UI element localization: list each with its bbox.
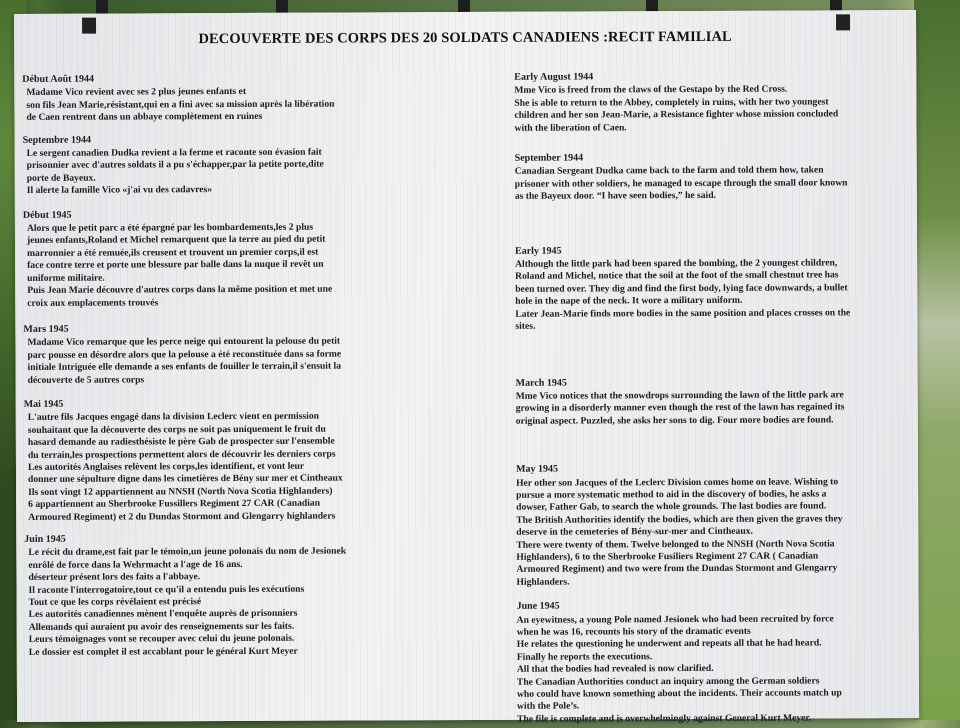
english-section	[514, 70, 894, 135]
french-text-line: son fils Jean Marie,résistant,qui en a fini avec sa mission après la libération	[26, 98, 335, 111]
french-text-line: jeunes enfants,Roland et Michel remarquent que la terre au pied du petit	[26, 234, 326, 247]
french-section-heading: Septembre 1944	[22, 134, 91, 146]
french-text-line: du terrain,les prospections permettent alors de découvrir les derniers corps	[27, 448, 336, 461]
french-section	[22, 72, 394, 124]
english-text-line: Finally he reports the executions.	[516, 651, 653, 663]
english-text-line: Armoured Regiment) and two were from the Dundas Stormont and Glengarry	[516, 562, 838, 576]
french-text-line: découverte de 5 autres corps	[27, 373, 145, 386]
english-text-line: deserve in the cemeteries of Bény-sur-mer and Cintheaux.	[516, 525, 753, 538]
french-text-line: Les autorités Anglaises relèvent les corps,les identifient, et vont leur	[27, 460, 305, 473]
english-text-line: He relates the questioning he underwent and repeats all that he had heard.	[516, 637, 822, 651]
french-section-heading: Mai 1945	[23, 398, 64, 410]
french-text-line: donner une sépulture digne dans les cimetières de Bény sur mer et Cintheaux	[28, 472, 343, 486]
english-text-line: There were twenty of them. Twelve belonged to the NNSH (North Nova Scotia	[516, 537, 835, 551]
french-section-heading: Début 1945	[22, 209, 72, 221]
english-text-line: prisoner with other soldiers, he managed to escape through the small door known	[514, 177, 848, 190]
french-text-line: marronnier a été remuée,ils creusent et trouvent un premier corps,il est	[27, 246, 319, 259]
english-text-line: when he was 16, recounts his story of the dramatic events	[516, 625, 751, 638]
english-section	[517, 599, 898, 726]
french-text-line: croix aux emplacements trouvés	[27, 296, 159, 309]
french-text-line: initiale Intriguée elle demande a ses enfants de fouiller le terrain,il s'ensuit la	[27, 360, 342, 374]
english-text-line: Highlanders.	[516, 576, 570, 588]
french-text-line: Tout ce que les corps révélaient est précisé	[28, 596, 202, 608]
french-section	[24, 397, 397, 524]
english-text-line: been turned over. They dig and find the first body, lying face downwards, a bullet	[515, 282, 848, 295]
french-text-line: uniforme militaire.	[27, 272, 105, 284]
french-text-line: prisonnier avec d'autres soldats il a pu s'échapper,par la petite porte,dite	[26, 159, 324, 172]
french-section-heading: Juin 1945	[24, 533, 66, 545]
english-text-line: Her other son Jacques of the Leclerc Division comes home on leave. Wishing to	[516, 475, 839, 489]
english-text-line: dowser, Father Gab, to search the whole grounds. The last bodies are found.	[516, 500, 827, 514]
sign-title: DECOUVERTE DES CORPS DES 20 SOLDATS CANADIENS :RECIT FAMILIAL	[198, 28, 732, 48]
english-text-line: The Canadian Authorities conduct an inquiry among the German soldiers	[516, 675, 820, 688]
french-text-line: face contre terre et porte une blessure par balle dans la nuque il revêt un	[27, 258, 324, 272]
english-section	[516, 462, 897, 589]
english-section-heading: May 1945	[515, 463, 558, 475]
french-section	[23, 133, 395, 198]
english-section	[515, 151, 895, 203]
english-text-line: The file is complete and is overwhelmingly against General Kurt Meyer.	[517, 712, 812, 725]
english-text-line: sites.	[515, 320, 536, 332]
foliage-right	[914, 0, 960, 720]
french-text-line: 6 appartiennent au Sherbrooke Fussillers Regiment 27 CAR (Canadian	[28, 497, 321, 511]
english-text-line: with the Pole’s.	[517, 700, 580, 713]
english-text-line: Highlanders), 6 to the Sherbrooke Fusiliers Regiment 27 CAR ( Canadian	[516, 550, 819, 563]
english-text-line: original aspect. Puzzled, she asks her sons to dig. Four more bodies are found.	[515, 414, 834, 427]
english-text-line: hole in the nape of the neck. It wore a military uniform.	[515, 295, 743, 308]
english-text-line: as the Bayeux door. “I have seen bodies,” he said.	[514, 190, 716, 203]
english-text-line: Canadian Sergeant Dudka came back to the farm and told them how, taken	[514, 164, 824, 178]
memorial-sign	[14, 10, 919, 725]
french-section	[24, 532, 397, 659]
french-text-line: parc pousse en désordre alors que la pelouse a été reconstituée dans sa forme	[27, 348, 342, 361]
english-section-heading: March 1945	[515, 377, 567, 389]
french-section	[23, 322, 395, 387]
french-text-line: Les autorités canadiennes mènent l'enquête auprès de prisonniers	[28, 608, 298, 621]
french-text-line: porte de Bayeux.	[26, 172, 96, 184]
french-section-heading: Début Août 1944	[22, 73, 95, 85]
french-text-line: hasard demande au radiesthésiste le père Gab de prospecter sur l'ensemble	[27, 435, 335, 449]
french-text-line: Il raconte l'interrogatoire,tout ce qu'il a entendu puis les exécutions	[28, 583, 305, 596]
french-text-line: enrôlé de force dans la Wehrmacht a l'age de 16 ans.	[28, 558, 243, 571]
french-column	[22, 72, 397, 659]
french-text-line: Puis Jean Marie découvre d'autres corps dans la même position et met une	[27, 283, 333, 297]
english-text-line: She is able to return to the Abbey, completely in ruins, with her two youngest	[514, 96, 829, 109]
french-text-line: L'autre fils Jacques engagé dans la division Leclerc vient en permission	[27, 410, 319, 424]
french-text-line: souhaitant que la découverte des corps ne soit pas uniquement le fruit du	[27, 423, 326, 436]
french-text-line: Ils sont vingt 12 appartiennent au NNSH (North Nova Scotia Highlanders)	[28, 485, 333, 498]
english-section-heading: Early August 1944	[514, 71, 594, 83]
french-text-line: Le récit du drame,est fait par le témoin,un jeune polonais du nom de Jesionek	[28, 545, 347, 559]
english-text-line: Mme Vico notices that the snowdrops surrounding the lawn of the little park are	[515, 389, 844, 402]
english-text-line: All that the bodies had revealed is now clarified.	[516, 663, 714, 675]
english-text-line: Later Jean-Marie finds more bodies in the same position and places crosses on the	[515, 307, 851, 320]
french-text-line: de Caen rentrent dans un abbaye complètement en ruines	[26, 111, 263, 124]
french-text-line: Leurs témoignages vont se recouper avec celui du jeune polonais.	[28, 633, 295, 646]
english-text-line: The British Authorities identify the bodies, which are then given the graves they	[516, 513, 843, 526]
french-text-line: Le dossier est complet il est accablant pour le général Kurt Meyer	[28, 645, 298, 658]
french-section	[23, 208, 395, 310]
english-text-line: Mme Vico is freed from the claws of the Gestapo by the Red Cross.	[514, 84, 788, 97]
english-text-line: children and her son Jean-Marie, a Resistance fighter whose mission concluded	[514, 108, 839, 122]
english-section-heading: June 1945	[516, 600, 560, 612]
english-text-line: with the liberation of Caen.	[514, 121, 627, 134]
french-text-line: Il alerte la famille Vico «j'ai vu des cadavres»	[26, 184, 213, 197]
fence-post	[96, 0, 108, 14]
french-text-line: Madame Vico remarque que les perce neige qui entourent la pelouse du petit	[27, 335, 341, 349]
english-text-line: pursue a more systematic method to aid in the discovery of bodies, he asks a	[516, 488, 827, 501]
english-section	[515, 244, 895, 334]
english-text-line: Roland and Michel, notice that the soil at the foot of the small chestnut tree has	[515, 269, 839, 283]
french-text-line: Alors que le petit parc a été épargné par les bombardements,les 2 plus	[26, 221, 314, 234]
english-column	[514, 70, 897, 726]
english-section	[516, 376, 896, 428]
english-text-line: Although the little park had been spared the bombing, the 2 youngest children,	[515, 257, 838, 270]
english-text-line: growing in a disorderly manner even though the rest of the lawn has regained its	[515, 401, 845, 415]
french-text-line: Madame Vico revient avec ses 2 plus jeunes enfants et	[26, 86, 247, 99]
french-section-heading: Mars 1945	[23, 323, 69, 335]
french-text-line: Le sergent canadien Dudka revient a la ferme et raconte son évasion fait	[26, 146, 322, 159]
french-text-line: Armoured Regiment) et 2 du Dundas Stormont and Glengarry highlanders	[28, 510, 336, 523]
english-text-line: who could have known something about the incidents. Their accounts match up	[516, 687, 842, 700]
english-section-heading: September 1944	[514, 152, 584, 164]
english-section-heading: Early 1945	[515, 245, 562, 257]
french-text-line: Allemands qui auraient pu avoir des renseignements sur les faits.	[28, 620, 295, 633]
english-text-line: An eyewitness, a young Pole named Jesionek who had been recruited by force	[516, 612, 834, 626]
french-text-line: déserteur présent lors des faits a l'abbaye.	[28, 571, 201, 584]
